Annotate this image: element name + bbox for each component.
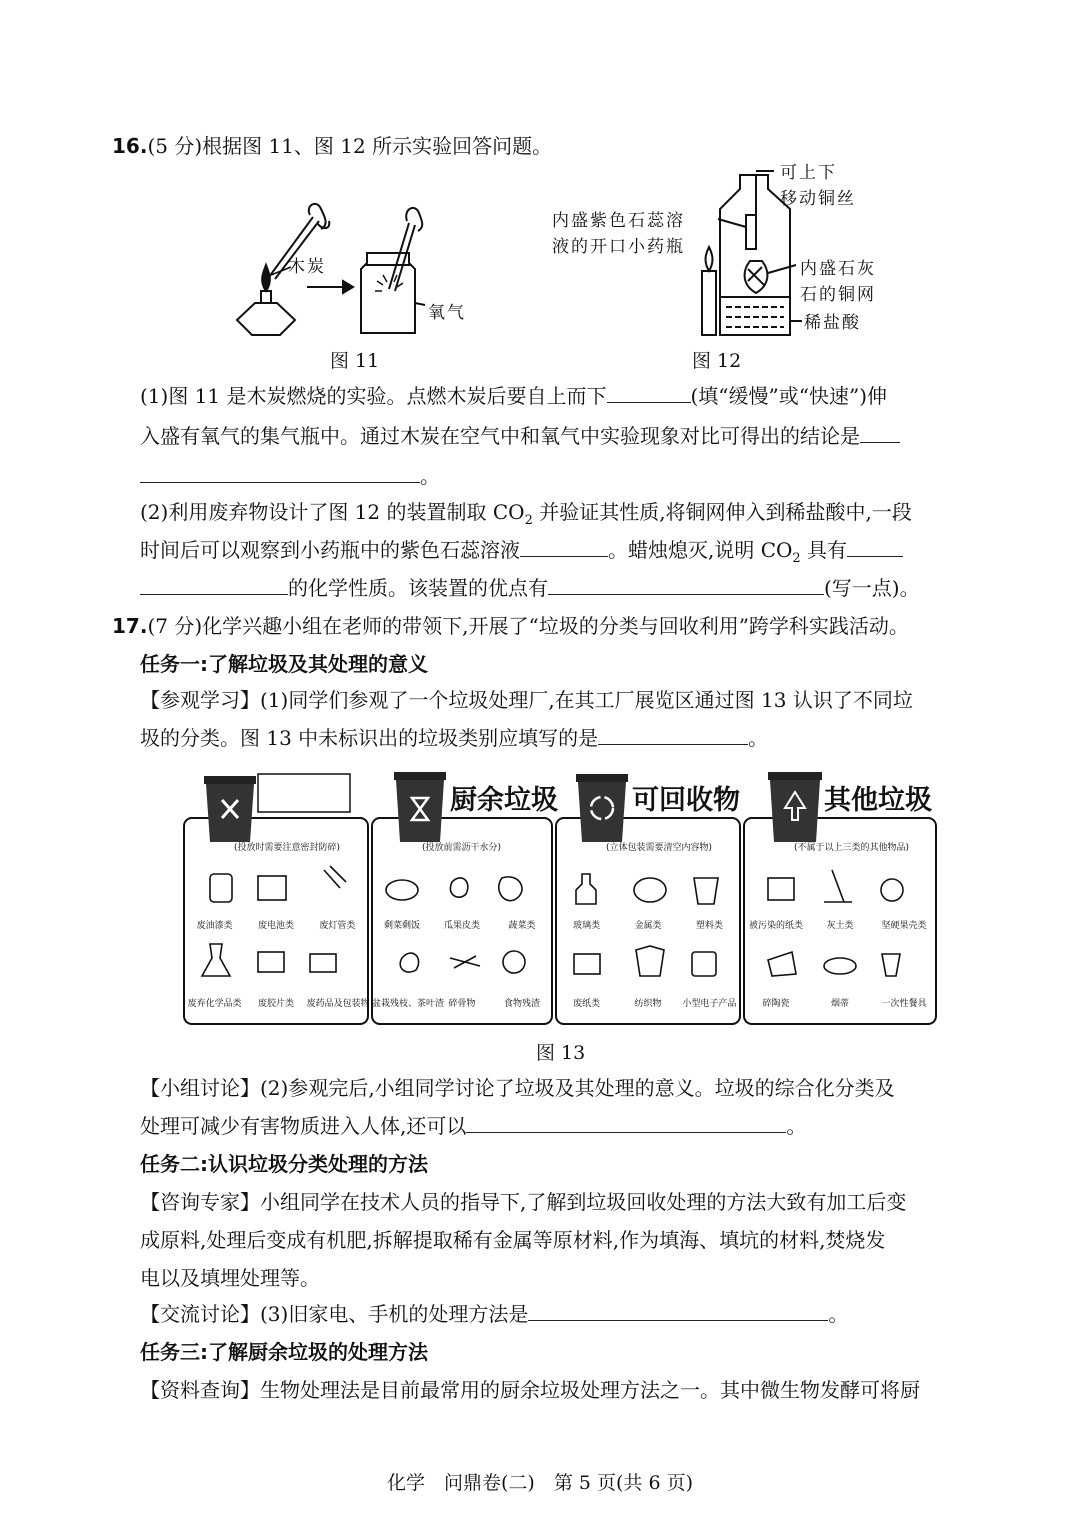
q17-task1-heading: 任务一:了解垃圾及其处理的意义 xyxy=(140,652,428,676)
bin-item-label: 盆栽残枝、茶叶渣 xyxy=(372,999,445,1009)
bin-item-label: 废油漆类 xyxy=(196,921,233,931)
bin-item-label: 小型电子产品 xyxy=(682,999,737,1009)
dirty-paper-icon xyxy=(768,878,794,900)
bin-title-1: 厨余垃圾 xyxy=(450,785,558,816)
q16-part1-text-a: (1)图 11 是木炭燃烧的实验。点燃木炭后要自上而下 xyxy=(140,384,607,408)
q17-expert-line1: 【咨询专家】小组同学在技术人员的指导下,了解到垃圾回收处理的方法大致有加工后变 xyxy=(140,1190,907,1214)
fig12-label-mesh-2: 石的铜网 xyxy=(800,285,876,305)
bin-item-label: 玻璃类 xyxy=(573,921,601,931)
fig12-label-mesh-1: 内盛石灰 xyxy=(800,259,876,279)
nut-shell-icon xyxy=(881,879,903,901)
q17-exchange-end: 。 xyxy=(828,1302,849,1326)
bin-item-label: 蔬菜类 xyxy=(508,921,536,931)
waste-paper-icon xyxy=(574,954,600,974)
fig12-label-wire-2: 移动铜丝 xyxy=(780,189,856,209)
disposable-cup-icon xyxy=(882,954,900,976)
answer-blank[interactable] xyxy=(520,534,608,557)
q16-part1-text-b: (填“缓慢”或“快速”)伸 xyxy=(690,384,888,408)
q17-discuss-line2 xyxy=(140,1110,1010,1142)
answer-blank[interactable] xyxy=(140,572,288,595)
bin-note-1: (投放前需沥干水分) xyxy=(422,843,502,853)
bin-item-label: 灰土类 xyxy=(826,921,854,931)
q16-part2-text-f: 的化学性质。该装置的优点有 xyxy=(288,576,548,600)
q17-info-line1: 【资料查询】生物处理法是目前最常用的厨余垃圾处理方法之一。其中微生物发酵可将厨 xyxy=(140,1378,920,1402)
medicine-box-icon xyxy=(310,954,336,972)
q16-part2-line2 xyxy=(140,534,1010,575)
electronics-icon xyxy=(692,952,716,976)
kitchen-bin-icon xyxy=(394,772,446,842)
answer-blank[interactable] xyxy=(598,722,748,745)
q17-discuss-end: 。 xyxy=(786,1114,807,1138)
q16-part1-line2 xyxy=(140,420,1010,452)
bin-note-0: (投放时需要注意密封防碎) xyxy=(234,843,341,853)
answer-blank[interactable] xyxy=(860,420,900,443)
page-footer: 化学 问鼎卷(二) 第 5 页(共 6 页) xyxy=(387,1472,693,1494)
q17-visit-end: 。 xyxy=(748,726,769,750)
plastic-bucket-icon xyxy=(694,878,718,904)
dust-icon xyxy=(824,870,852,902)
subscript: 2 xyxy=(792,551,801,566)
q16-part2-text-e: 具有 xyxy=(800,538,848,562)
fig11-caption: 图 11 xyxy=(330,350,380,372)
fig12-label-wire-1: 可上下 xyxy=(780,163,837,183)
q17-expert-line3: 电以及填埋处理等。 xyxy=(140,1266,320,1290)
q16-part1-text-c: 入盛有氧气的集气瓶中。通过木炭在空气中和氧气中实验现象对比可得出的结论是 xyxy=(140,424,860,448)
q16-part2-text-a: (2)利用废弃物设计了图 12 的装置制取 CO xyxy=(140,500,525,524)
q16-part2-text-g: (写一点)。 xyxy=(824,576,920,600)
bin-note-2: (立体包装需要清空内容物) xyxy=(606,843,713,853)
bin-item-label: 废电池类 xyxy=(257,921,294,931)
bin-item-label: 被污染的纸类 xyxy=(748,921,803,931)
bin-item-label: 废纸类 xyxy=(573,999,601,1009)
bin-item-label: 坚硬果壳类 xyxy=(881,921,927,931)
recyclable-bin-icon xyxy=(576,774,628,842)
q16-stem-line xyxy=(112,130,982,162)
food-residue-icon xyxy=(503,951,525,973)
bin-item-label: 碎陶瓷 xyxy=(762,999,790,1009)
q17-exchange-text: 【交流讨论】(3)旧家电、手机的处理方法是 xyxy=(140,1302,529,1326)
q16-part2-text-c: 时间后可以观察到小药瓶中的紫色石蕊溶液 xyxy=(140,538,520,562)
q17-visit-line1: 【参观学习】(1)同学们参观了一个垃圾处理厂,在其工厂展览区通过图 13 认识了不同垃 xyxy=(140,688,913,712)
answer-blank[interactable] xyxy=(140,460,420,483)
fig11-label-charcoal: 木炭 xyxy=(288,257,326,277)
metal-pot-icon xyxy=(634,878,666,902)
battery-icon xyxy=(258,876,286,900)
candle-icon xyxy=(702,247,716,335)
unlabeled-bin-box xyxy=(258,774,350,812)
q16-stem: (5 分)根据图 11、图 12 所示实验回答问题。 xyxy=(147,134,553,158)
flask-icon xyxy=(202,944,230,976)
fruit-peel-icon xyxy=(450,878,467,897)
q16-part1-line3 xyxy=(140,460,1010,492)
bin-item-label: 塑料类 xyxy=(695,921,723,931)
q17-stem-line xyxy=(112,610,982,642)
answer-blank[interactable] xyxy=(607,380,691,403)
answer-blank[interactable] xyxy=(548,572,824,595)
figure-13 xyxy=(180,762,940,1032)
fig13-caption: 图 13 xyxy=(536,1042,586,1064)
textile-icon xyxy=(636,946,664,976)
bin-item-label: 废胶片类 xyxy=(257,999,294,1009)
q17-visit-text-b: 圾的分类。图 13 中未标识出的垃圾类别应填写的是 xyxy=(140,726,599,750)
bin-item-label: 废灯管类 xyxy=(319,921,356,931)
q16-part1-end: 。 xyxy=(420,464,440,488)
film-icon xyxy=(258,952,284,972)
answer-blank[interactable] xyxy=(847,534,903,557)
q16-part2-line1 xyxy=(140,496,1010,537)
bin-item-label: 金属类 xyxy=(634,921,662,931)
q16-part2-text-b: 并验证其性质,将铜网伸入到稀盐酸中,一段 xyxy=(532,500,912,524)
bin-item-label: 一次性餐具 xyxy=(881,999,927,1009)
q16-part2-line3 xyxy=(140,572,1010,604)
answer-blank[interactable] xyxy=(466,1110,786,1133)
q17-expert-line2: 成原料,处理后变成有机肥,拆解提取稀有金属等原材料,作为填海、填坑的材料,焚烧发 xyxy=(140,1228,886,1252)
q17-discuss-text-b: 处理可减少有害物质进入人体,还可以 xyxy=(140,1114,467,1138)
bin-item-label: 碎骨物 xyxy=(448,999,476,1009)
ceramic-icon xyxy=(768,952,796,976)
cigarette-butt-icon xyxy=(824,958,856,974)
fig12-label-acid: 稀盐酸 xyxy=(804,313,861,333)
fig11-label-oxygen: 氧气 xyxy=(428,303,466,323)
fig12-label-bottle-1: 内盛紫色石蕊溶 xyxy=(552,211,685,231)
bone-icon xyxy=(450,956,480,968)
q17-task2-heading: 任务二:认识垃圾分类处理的方法 xyxy=(140,1152,428,1176)
q17-exchange-line xyxy=(140,1298,1010,1330)
alcohol-lamp-icon xyxy=(237,265,295,335)
q17-number: 17. xyxy=(112,614,148,638)
plant-residue-icon xyxy=(400,953,418,972)
q17-visit-line2 xyxy=(140,722,1010,754)
bin-item-label: 废药品及包装物 xyxy=(306,999,370,1009)
lamp-tube-icon xyxy=(324,866,346,888)
bin-title-2: 可回收物 xyxy=(632,785,740,816)
fig12-caption: 图 12 xyxy=(692,350,742,372)
bin-item-label: 食物残渣 xyxy=(503,999,540,1009)
bin-item-label: 瓜果皮类 xyxy=(443,921,480,931)
hazardous-bin-icon xyxy=(204,776,256,842)
leftovers-icon xyxy=(386,880,418,900)
q17-stem: (7 分)化学兴趣小组在老师的带领下,开展了“垃圾的分类与回收利用”跨学科实践活动。 xyxy=(147,614,909,638)
arrow-icon xyxy=(307,281,353,293)
subscript: 2 xyxy=(524,513,533,528)
fig12-label-bottle-2: 液的开口小药瓶 xyxy=(552,237,685,257)
q17-discuss-line1: 【小组讨论】(2)参观完后,小组同学讨论了垃圾及其处理的意义。垃圾的综合化分类及 xyxy=(140,1076,895,1100)
bin-title-3: 其他垃圾 xyxy=(824,785,932,816)
gas-jar-icon xyxy=(361,208,425,333)
other-bin-icon xyxy=(768,772,822,842)
vegetable-icon xyxy=(499,877,522,901)
bin-note-3: (不属于以上三类的其他物品) xyxy=(794,843,910,853)
answer-blank[interactable] xyxy=(528,1298,828,1321)
glass-bottle-icon xyxy=(576,874,596,904)
q17-task3-heading: 任务三:了解厨余垃圾的处理方法 xyxy=(140,1340,428,1364)
paint-can-icon xyxy=(210,874,232,902)
q16-number: 16. xyxy=(112,134,148,158)
bin-item-label: 纺织物 xyxy=(634,999,662,1009)
q16-part1-line1 xyxy=(140,380,1010,412)
q16-part2-text-d: 。蜡烛熄灭,说明 CO xyxy=(608,538,793,562)
bin-item-label: 烟蒂 xyxy=(830,999,849,1009)
bin-item-label: 废弃化学品类 xyxy=(187,999,242,1009)
bin-item-label: 剩菜剩饭 xyxy=(383,921,420,931)
